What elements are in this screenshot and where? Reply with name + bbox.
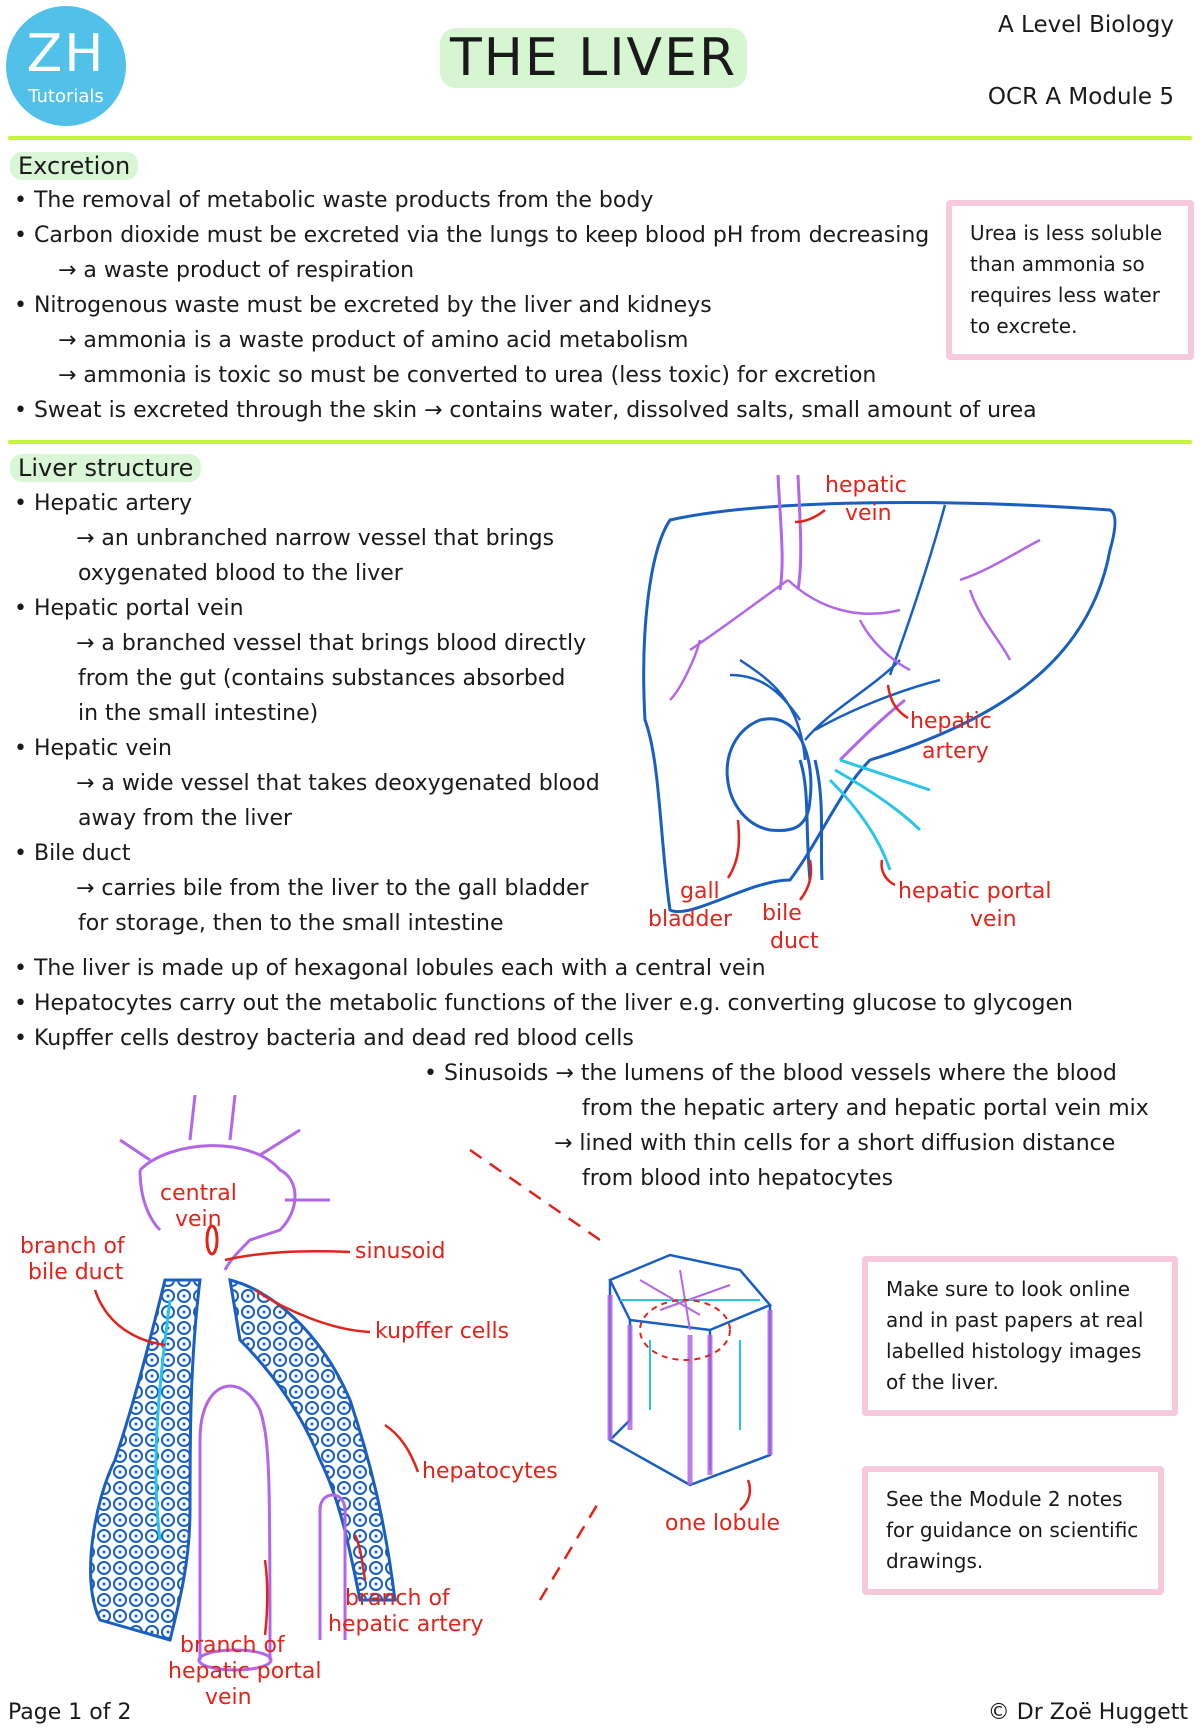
structure-line: in the small intestine)	[78, 701, 319, 726]
portal-vein-branch	[200, 1386, 270, 1660]
lobule-highlight	[640, 1300, 730, 1360]
label-branch-hepatic-artery: branch of	[345, 1586, 450, 1611]
gall-bladder	[727, 719, 811, 831]
label-bile-duct: duct	[770, 929, 819, 954]
hepatic-vein-branches	[670, 540, 1040, 700]
lobule-detail-diagram	[0, 1080, 600, 1720]
excretion-heading: Excretion	[10, 152, 138, 180]
structure-line: oxygenated blood to the liver	[78, 561, 403, 586]
excretion-line: → ammonia is toxic so must be converted to urea (less toxic) for excretion	[58, 363, 877, 388]
sinusoid-line: → lined with thin cells for a short diffusion distance	[554, 1131, 1116, 1156]
logo-letters: ZH	[26, 24, 106, 84]
label-one-lobule: one lobule	[665, 1511, 781, 1536]
structure-line: → an unbranched narrow vessel that brings	[76, 526, 555, 551]
structure-line: → a branched vessel that brings blood directly	[76, 631, 587, 656]
lobule-vessels	[610, 1295, 770, 1485]
hepatocyte-column-left	[91, 1280, 200, 1640]
label-branch-portal-vein: vein	[205, 1685, 252, 1710]
structure-line: → carries bile from the liver to the gall bladder	[76, 876, 589, 901]
structure-fact-line: • Hepatocytes carry out the metabolic functions of the liver e.g. converting glucose to glycogen	[14, 991, 1073, 1016]
logo-subtitle: Tutorials	[28, 86, 104, 107]
label-branch-bile-duct: bile duct	[28, 1260, 124, 1285]
excretion-line: → ammonia is a waste product of amino acid metabolism	[58, 328, 689, 353]
label-hepatic-artery: hepatic	[910, 709, 992, 734]
page-title: THE LIVER	[440, 28, 747, 88]
excretion-line: • The removal of metabolic waste products from the body	[14, 188, 654, 213]
page-number: Page 1 of 2	[8, 1700, 132, 1725]
sinusoid-line: from the hepatic artery and hepatic portal vein mix	[582, 1096, 1149, 1121]
liver-structure-heading: Liver structure	[10, 454, 201, 482]
module2-note-text: See the Module 2 notes for guidance on scientific drawings.	[886, 1487, 1139, 1573]
lobule-top-hexagon	[610, 1255, 770, 1330]
module2-note-box	[862, 1466, 1164, 1595]
excretion-line: → a waste product of respiration	[58, 258, 415, 283]
structure-line: • Hepatic portal vein	[14, 596, 244, 621]
author-credit: © Dr Zoë Huggett	[987, 1700, 1188, 1725]
label-kupffer-cells: kupffer cells	[375, 1319, 510, 1344]
label-central-vein: vein	[175, 1207, 222, 1232]
label-branch-bile-duct: branch of	[20, 1234, 125, 1259]
excretion-line: • Sweat is excreted through the skin → contains water, dissolved salts, small amount of urea	[14, 398, 1037, 423]
bile-duct-branches	[730, 660, 940, 760]
arrow-gall-bladder	[728, 820, 739, 878]
structure-fact-line: • Kupffer cells destroy bacteria and dead red blood cells	[14, 1026, 634, 1051]
label-bile-duct: bile	[762, 901, 802, 926]
arrow-portal-vein-branch	[265, 1560, 267, 1635]
liver-outline	[644, 503, 1115, 912]
structure-line: away from the liver	[78, 806, 293, 831]
subject-label: A Level Biology	[998, 12, 1174, 38]
hepatocyte-column-right	[230, 1280, 395, 1600]
sinusoid-line: from blood into hepatocytes	[582, 1166, 894, 1191]
hepatic-vein-vessel	[778, 475, 801, 590]
divider-top	[8, 136, 1192, 140]
one-lobule-diagram	[590, 1240, 790, 1540]
module-label: OCR A Module 5	[987, 84, 1174, 110]
arrow-sinusoid	[225, 1251, 350, 1260]
label-gall-bladder: bladder	[648, 907, 733, 932]
label-central-vein: central	[160, 1181, 237, 1206]
label-sinusoid: sinusoid	[355, 1239, 446, 1264]
label-hepatic-vein: vein	[845, 501, 892, 526]
label-hepatocytes: hepatocytes	[422, 1459, 558, 1484]
structure-line: from the gut (contains substances absorbed	[78, 666, 566, 691]
label-branch-portal-vein: hepatic portal	[168, 1659, 322, 1684]
structure-line: • Hepatic artery	[14, 491, 193, 516]
structure-line: • Bile duct	[14, 841, 131, 866]
label-hepatic-portal-vein: vein	[970, 907, 1017, 932]
urea-note-box	[946, 200, 1194, 360]
label-gall-bladder: gall	[680, 879, 720, 904]
dashed-guide-upper	[470, 1150, 600, 1240]
arrow-hepatocytes	[385, 1425, 418, 1472]
hepatic-portal-vein-vessel	[830, 760, 930, 870]
label-branch-portal-vein: branch of	[180, 1633, 285, 1658]
excretion-line: • Nitrogenous waste must be excreted by the liver and kidneys	[14, 293, 712, 318]
label-branch-hepatic-artery: hepatic artery	[328, 1612, 484, 1637]
liver-lobe-divider	[890, 505, 945, 675]
divider-middle	[8, 440, 1192, 444]
excretion-line: • Carbon dioxide must be excreted via the lungs to keep blood pH from decreasing	[14, 223, 930, 248]
structure-fact-line: • The liver is made up of hexagonal lobules each with a central vein	[14, 956, 766, 981]
histology-note-box	[862, 1256, 1178, 1416]
structure-line: for storage, then to the small intestine	[78, 911, 504, 936]
histology-note-text: Make sure to look online and in past papers at real labelled histology images of the liver.	[886, 1277, 1144, 1394]
urea-note-text: Urea is less soluble than ammonia so requires less water to excrete.	[970, 221, 1163, 338]
label-hepatic-portal-vein: hepatic portal	[898, 879, 1052, 904]
label-hepatic-artery: artery	[922, 739, 989, 764]
sinusoid-line: • Sinusoids → the lumens of the blood vessels where the blood	[424, 1061, 1117, 1086]
zh-tutorials-logo	[6, 6, 126, 126]
arrow-one-lobule	[740, 1480, 750, 1510]
liver-diagram	[640, 460, 1200, 970]
structure-line: → a wide vessel that takes deoxygenated blood	[76, 771, 600, 796]
label-hepatic-vein: hepatic	[825, 473, 907, 498]
structure-line: • Hepatic vein	[14, 736, 172, 761]
